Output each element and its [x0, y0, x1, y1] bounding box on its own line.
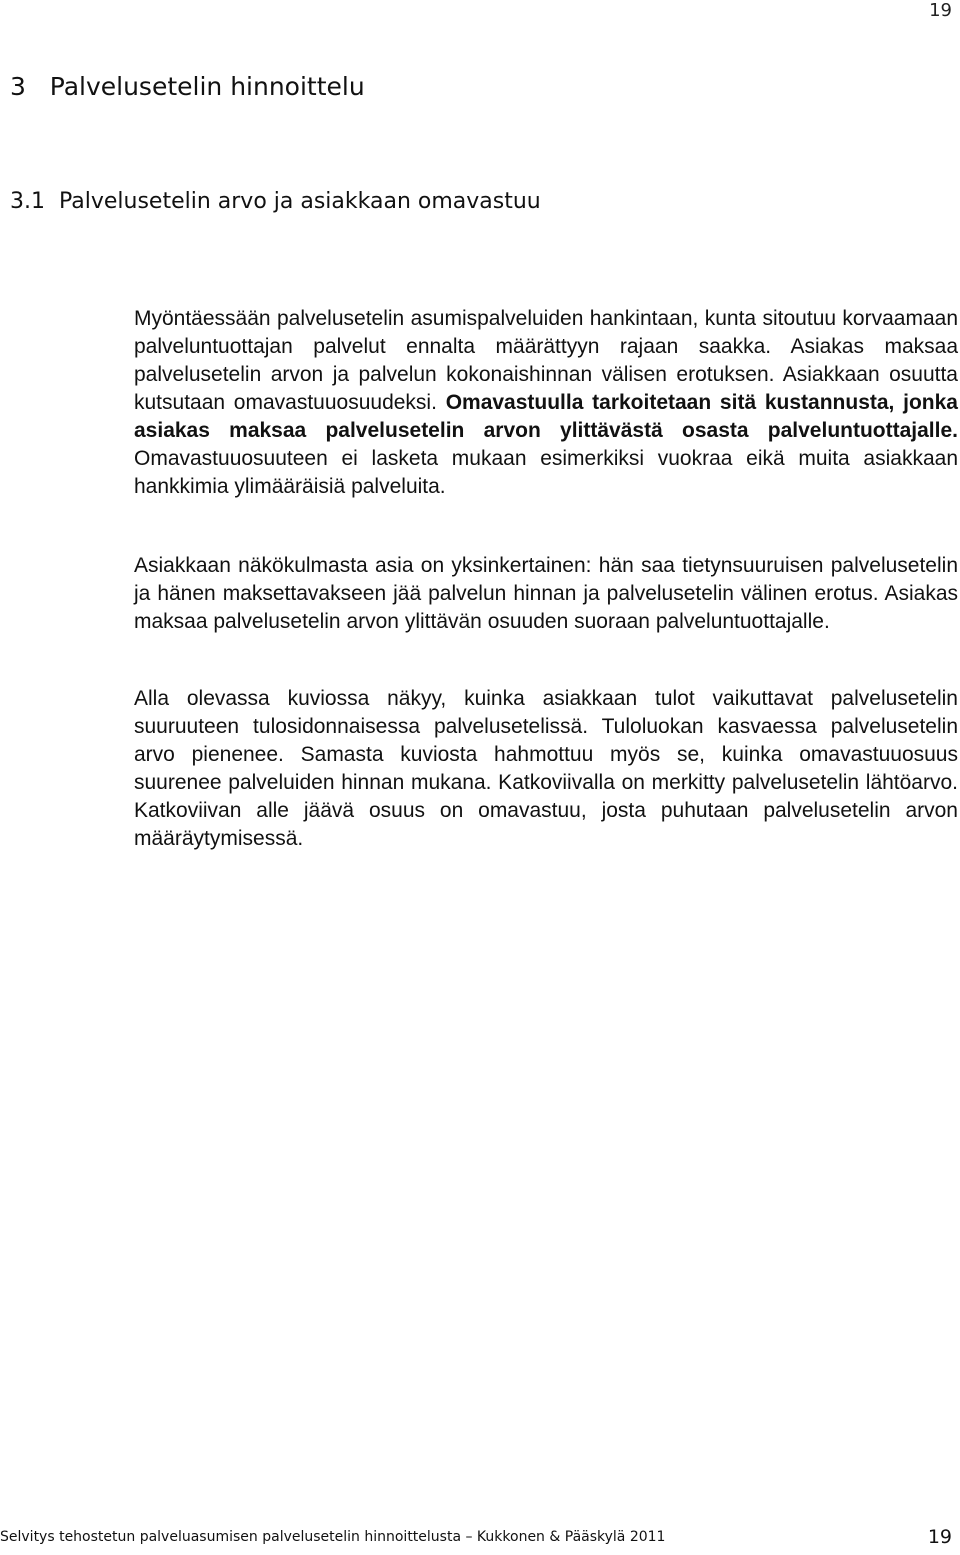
footer-text: Selvitys tehostetun palveluasumisen palvelusetelin hinnoittelusta – Kukkonen & Pääskylä 2011: [0, 1529, 666, 1545]
paragraph-bold-definition: Omavastuulla tarkoitetaan sitä kustannusta, jonka asiakas maksaa palvelusetelin arvon ylittävästä osasta palveluntuottajalle.: [134, 391, 958, 442]
header-page-number: 19: [929, 0, 952, 21]
footer-page-number: 19: [927, 1526, 952, 1548]
chapter-heading: 3 Palvelusetelin hinnoittelu: [10, 72, 365, 101]
paragraph-client-perspective: Asiakkaan näkökulmasta asia on yksinkertainen: hän saa tietynsuuruisen palvelusetelin ja hänen maksettavakseen jää palvelun hinnan ja palvelusetelin välinen erotus. Asiakas maksaa palvelusetelin arvon ylittävän osuuden suoraan palveluntuottajalle.: [134, 554, 958, 633]
section-heading: 3.1 Palvelusetelin arvo ja asiakkaan omavastuu: [10, 189, 541, 214]
page-footer: [0, 1525, 960, 1555]
paragraph-omavastuu-definition: [134, 305, 958, 501]
paragraph-text: Omavastuuosuuteen ei lasketa mukaan esimerkiksi vuokraa eikä muita asiakkaan hankkimia ylimääräisiä palveluita.: [134, 447, 958, 498]
paragraph-text: Myöntäessään palvelusetelin asumispalveluiden hankintaan, kunta sitoutuu korvaamaan palveluntuottajan palvelut ennalta määrättyyn rajaan saakka. Asiakas maksaa palvelusetelin arvon ja palvelun kokonaishinnan välisen erotuksen. Asiakkaan osuutta kutsutaan omavastuuosuudeksi.: [134, 307, 958, 414]
paragraph-figure-explanation: Alla olevassa kuviossa näkyy, kuinka asiakkaan tulot vaikuttavat palvelusetelin suuruuteen tulosidonnaisessa palvelusetelissä. Tuloluokan kasvaessa palvelusetelin arvo pienenee. Samasta kuviosta hahmottuu myös se, kuinka omavastuuosuus suurenee palveluiden hinnan mukana. Katkoviivalla on merkitty palvelusetelin lähtöarvo. Katkoviivan alle jäävä osuus on omavastuu, josta puhutaan palvelusetelin arvon määräytymisessä.: [134, 687, 958, 850]
